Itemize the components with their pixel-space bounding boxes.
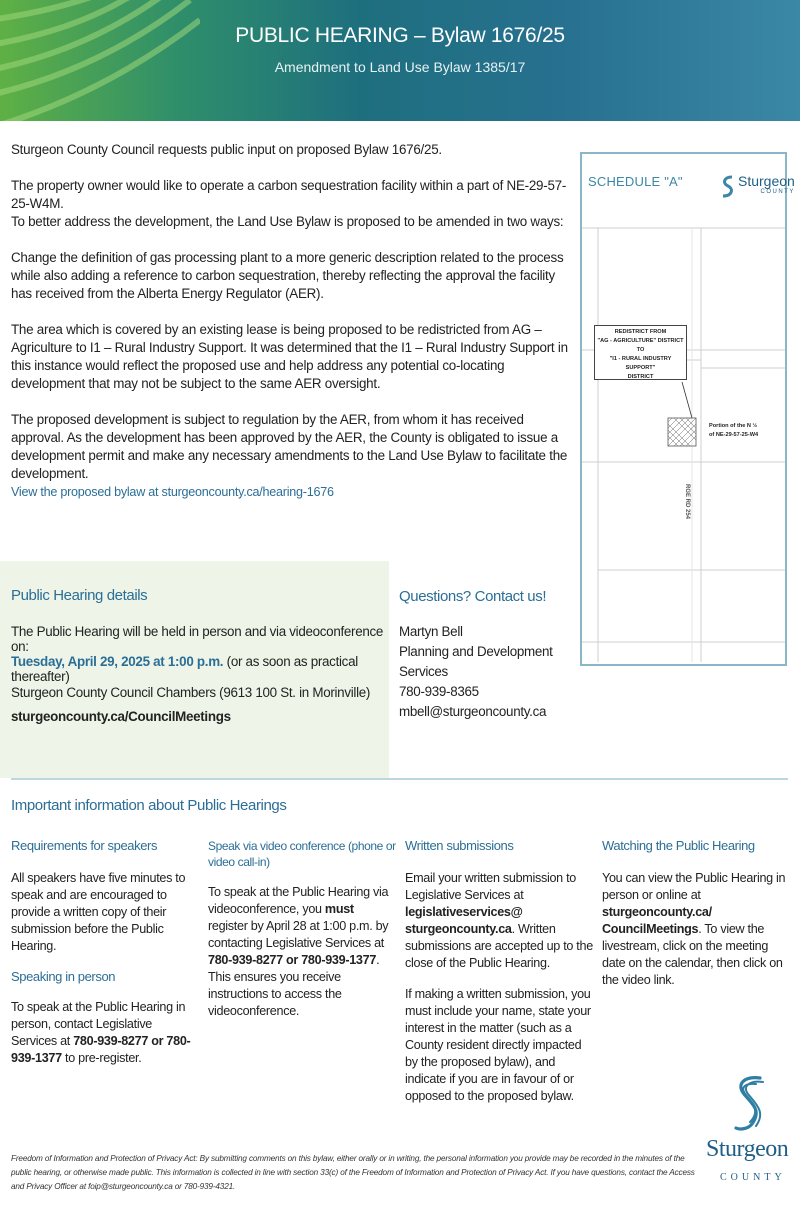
header-banner [0,0,800,121]
video-text-part: register by April 28 at 1:00 p.m. by contacting Legislative Services at [208,919,389,950]
video-must: must [324,902,354,916]
in-person-heading: Speaking in person [11,969,116,984]
contact-department: Services [399,664,448,679]
in-person-suffix: to pre-register. [61,1051,142,1065]
important-heading: Important information about Public Hearings [11,797,287,814]
hearing-date-line [11,654,389,684]
bylaw-link[interactable]: View the proposed bylaw at sturgeoncounty.ca/hearing-1676 [11,485,334,499]
watching-heading: Watching the Public Hearing [602,838,755,853]
intro-paragraph: Change the definition of gas processing plant to a more generic description related to the process while also adding a reference to carbon sequestration, thereby reflecting the approval the facility has received from the Alberta Energy Regulator (AER). [11,250,564,301]
page-subtitle: Amendment to Land Use Bylaw 1385/17 [274,59,526,75]
sturgeon-s-icon [732,1074,766,1134]
contact-section [399,588,579,722]
privacy-footer: Freedom of Information and Protection of Privacy Act: By submitting comments on this bylaw, either orally or in writing, the personal information you provide may be recorded in the minutes of the public hearing, or otherwise made public. This information is collected in line with section 33(c) of the Freedom of Information and Protection of Privacy Act. If you have questions, contact the Access and Privacy Officer at foip@sturgeoncounty.ca or 780-939-4321. [11,1154,695,1191]
watching-text-part: You can view the Public Hearing in person or online at [602,871,786,902]
speakers-column [11,838,201,1081]
portion-text: Portion of the N ½ [709,423,758,429]
contact-phone[interactable]: 780-939-8365 [399,684,479,699]
intro-paragraph: Sturgeon County Council requests public input on proposed Bylaw 1676/25. [11,142,442,157]
portion-label [709,422,769,440]
intro-section [11,141,576,501]
written-text [405,870,593,972]
map-logo-county: COUNTY [760,189,795,195]
callout-text: "I1 - RURAL INDUSTRY SUPPORT" [609,356,672,371]
intro-text: To better address the development, the Land Use Bylaw is proposed to be amended in two ways: [11,214,564,229]
video-text [208,884,396,1020]
written-requirements: If making a written submission, you must include your name, state your interest in the matter (such as a County resident directly impacted by the proposed bylaw), and indicate if you are in favour of or opposed to the proposed bylaw. [405,987,591,1103]
hearing-details-panel [0,561,389,778]
contact-name: Martyn Bell [399,624,463,639]
video-phones: 780-939-8277 or 780-939-1377 [208,953,377,967]
council-meetings-link[interactable]: sturgeoncounty.ca/CouncilMeetings [11,709,231,724]
watching-text [602,870,790,989]
callout-text: REDISTRICT FROM [614,329,667,335]
watching-text-part: . To view the livestream, click on the meeting date on the calendar, then click on the video link. [602,922,783,987]
contact-department: Planning and Development [399,644,553,659]
redistrict-callout [594,325,687,380]
logo-county: COUNTY [720,1172,786,1183]
sturgeon-county-logo [706,1074,794,1194]
hearing-location: Sturgeon County Council Chambers (9613 100 St. in Morinville) [11,685,371,700]
map-logo [738,173,795,195]
sturgeon-logo-icon [720,174,736,200]
hearing-mode-text: The Public Hearing will be held in person and via videoconference on: [11,624,384,654]
in-person-phones: 780-939-8277 or 780-939-1377 [11,1034,191,1065]
intro-paragraph: The proposed development is subject to regulation by the AER, from whom it has received approval. As the development has been approved by the AER, the County is obligated to issue a development permit and make any necessary amendments to the Land Use Bylaw to facilitate the development. [11,412,568,481]
video-heading: Speak via video conference (phone or video call-in) [208,839,396,869]
callout-text: "AG - AGRICULTURE" DISTRICT [597,338,684,344]
in-person-text-part: To speak at the Public Hearing in person, contact Legislative Services at [11,1000,186,1048]
schedule-a-map [580,152,795,666]
contact-heading: Questions? Contact us! [399,588,547,605]
written-heading: Written submissions [405,838,514,853]
page-title: PUBLIC HEARING – Bylaw 1676/25 [235,24,565,47]
hearing-details-heading: Public Hearing details [11,587,148,604]
hearing-date-suffix: (or as soon as practical thereafter) [11,654,358,684]
written-text-part: Email your written submission to Legislative Services at [405,871,576,902]
road-label: RGE RD 254 [684,484,690,520]
hearing-date: Tuesday, April 29, 2025 at 1:00 p.m. [11,654,224,669]
portion-text: of NE-29-57-25-W4 [709,432,759,438]
watching-column [602,838,790,1003]
watching-url: sturgeoncounty.ca/ CouncilMeetings [602,905,712,936]
written-column [405,838,593,1119]
callout-text: DISTRICT [627,374,654,380]
written-text-part: . Written submissions are accepted up to the close of the Public Hearing. [405,922,593,970]
in-person-text [11,999,201,1067]
schedule-label: SCHEDULE "A" [588,174,683,189]
map-logo-word: Sturgeon [738,173,795,189]
video-column [208,838,396,1034]
speakers-heading: Requirements for speakers [11,838,158,853]
intro-text: The property owner would like to operate a carbon sequestration facility within a part of NE-29-57-25-W4M. [11,178,567,211]
intro-paragraph: The area which is covered by an existing lease is being proposed to be redistricted from AG – Agriculture to I1 – Rural Industry Support. It was determined that the I1 – Rural Industry Support in this instance would reflect the proposed use and help address any potential co-locating development that may not be subject to the same AER oversight. [11,322,568,391]
speakers-text: All speakers have five minutes to speak and are encouraged to provide a written copy of their submission before the Public Hearing. [11,871,186,953]
logo-word: Sturgeon [706,1136,789,1162]
video-text-part: . This ensures you receive instructions to access the videoconference. [208,953,380,1018]
contact-email[interactable]: mbell@sturgeoncounty.ca [399,704,547,719]
callout-text: TO [636,347,645,353]
video-text-part: To speak at the Public Hearing via videoconference, you [208,885,389,916]
parcel-map [582,222,785,662]
intro-paragraph [11,177,576,231]
written-email: legislativeservices@ sturgeoncounty.ca [405,905,523,936]
section-divider [11,778,788,780]
